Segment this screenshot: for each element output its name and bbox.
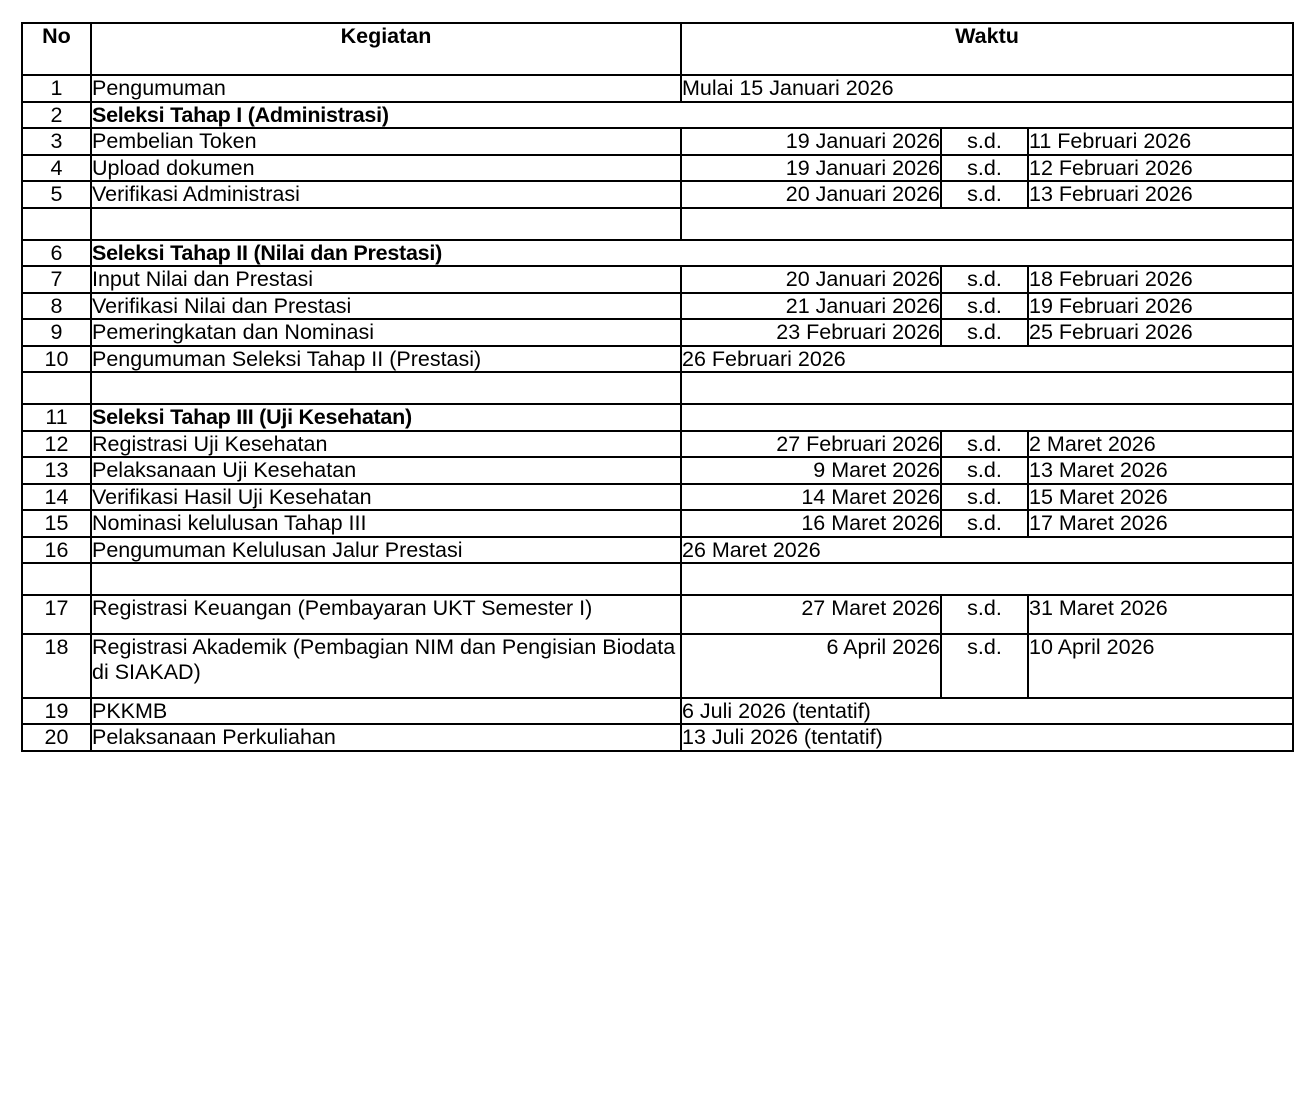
section-heading-cell: Seleksi Tahap III (Uji Kesehatan) (91, 404, 681, 431)
activity-cell: Pemeringkatan dan Nominasi (91, 319, 681, 346)
table-row (22, 537, 1293, 564)
range-separator-cell: s.d. (941, 431, 1028, 458)
end-date-cell: 13 Maret 2026 (1028, 457, 1293, 484)
spacer-row (22, 563, 1293, 595)
row-number-cell: 20 (22, 724, 91, 751)
row-number-cell: 12 (22, 431, 91, 458)
row-number-cell: 1 (22, 75, 91, 102)
activity-cell: Input Nilai dan Prestasi (91, 266, 681, 293)
activity-cell: PKKMB (91, 698, 681, 725)
table-row (22, 724, 1293, 751)
row-number-cell: 4 (22, 155, 91, 182)
table-row (22, 102, 1293, 129)
table-header (22, 23, 1293, 75)
range-separator-cell: s.d. (941, 457, 1028, 484)
row-number-cell: 7 (22, 266, 91, 293)
range-separator-cell: s.d. (941, 595, 1028, 634)
row-number-cell: 13 (22, 457, 91, 484)
table-row (22, 431, 1293, 458)
spacer-no-cell (22, 372, 91, 404)
table-row (22, 128, 1293, 155)
start-date-cell: 23 Februari 2026 (681, 319, 941, 346)
table-body (22, 75, 1293, 751)
table-row (22, 181, 1293, 208)
spacer-no-cell (22, 208, 91, 240)
end-date-cell: 25 Februari 2026 (1028, 319, 1293, 346)
end-date-cell: 31 Maret 2026 (1028, 595, 1293, 634)
spacer-waktu-cell (681, 208, 1293, 240)
start-date-cell: 20 Januari 2026 (681, 266, 941, 293)
activity-cell: Pelaksanaan Uji Kesehatan (91, 457, 681, 484)
table-row (22, 698, 1293, 725)
table-row (22, 346, 1293, 373)
end-date-cell: 13 Februari 2026 (1028, 181, 1293, 208)
table-row (22, 510, 1293, 537)
table-row (22, 75, 1293, 102)
start-date-cell: 20 Januari 2026 (681, 181, 941, 208)
selection-schedule-table (21, 22, 1294, 752)
range-separator-cell: s.d. (941, 266, 1028, 293)
range-separator-cell: s.d. (941, 634, 1028, 698)
start-date-cell: 14 Maret 2026 (681, 484, 941, 511)
row-number-cell: 3 (22, 128, 91, 155)
start-date-cell: 9 Maret 2026 (681, 457, 941, 484)
table-row (22, 319, 1293, 346)
spacer-no-cell (22, 563, 91, 595)
activity-cell: Pengumuman (91, 75, 681, 102)
spacer-row (22, 372, 1293, 404)
row-number-cell: 5 (22, 181, 91, 208)
column-header-waktu: Waktu (681, 23, 1293, 75)
row-number-cell: 17 (22, 595, 91, 634)
start-date-cell: 27 Februari 2026 (681, 431, 941, 458)
range-separator-cell: s.d. (941, 319, 1028, 346)
range-separator-cell: s.d. (941, 128, 1028, 155)
range-separator-cell: s.d. (941, 155, 1028, 182)
column-header-no: No (22, 23, 91, 75)
start-date-cell: 16 Maret 2026 (681, 510, 941, 537)
spacer-waktu-cell (681, 372, 1293, 404)
spacer-kegiatan-cell (91, 208, 681, 240)
table-row (22, 595, 1293, 634)
row-number-cell: 9 (22, 319, 91, 346)
end-date-cell: 12 Februari 2026 (1028, 155, 1293, 182)
range-separator-cell: s.d. (941, 484, 1028, 511)
start-date-cell: 19 Januari 2026 (681, 128, 941, 155)
table-row (22, 240, 1293, 267)
activity-cell: Upload dokumen (91, 155, 681, 182)
spacer-kegiatan-cell (91, 372, 681, 404)
table-row (22, 634, 1293, 698)
table-row (22, 484, 1293, 511)
activity-cell: Verifikasi Nilai dan Prestasi (91, 293, 681, 320)
end-date-cell: 10 April 2026 (1028, 634, 1293, 698)
table-row (22, 457, 1293, 484)
table-row (22, 404, 1293, 431)
row-number-cell: 8 (22, 293, 91, 320)
section-heading-cell: Seleksi Tahap I (Administrasi) (91, 102, 1293, 129)
section-heading-cell: Seleksi Tahap II (Nilai dan Prestasi) (91, 240, 1293, 267)
activity-cell: Nominasi kelulusan Tahap III (91, 510, 681, 537)
activity-cell: Pelaksanaan Perkuliahan (91, 724, 681, 751)
end-date-cell: 2 Maret 2026 (1028, 431, 1293, 458)
row-number-cell: 2 (22, 102, 91, 129)
date-cell: 6 Juli 2026 (tentatif) (681, 698, 1293, 725)
start-date-cell: 27 Maret 2026 (681, 595, 941, 634)
table-row (22, 155, 1293, 182)
activity-cell: Pengumuman Kelulusan Jalur Prestasi (91, 537, 681, 564)
activity-cell: Registrasi Keuangan (Pembayaran UKT Semester I) (91, 595, 681, 634)
activity-cell: Pembelian Token (91, 128, 681, 155)
end-date-cell: 15 Maret 2026 (1028, 484, 1293, 511)
activity-cell: Verifikasi Administrasi (91, 181, 681, 208)
spacer-waktu-cell (681, 563, 1293, 595)
activity-cell: Registrasi Akademik (Pembagian NIM dan Pengisian Biodata di SIAKAD) (91, 634, 681, 698)
end-date-cell: 19 Februari 2026 (1028, 293, 1293, 320)
range-separator-cell: s.d. (941, 510, 1028, 537)
start-date-cell: 21 Januari 2026 (681, 293, 941, 320)
row-number-cell: 15 (22, 510, 91, 537)
date-cell: Mulai 15 Januari 2026 (681, 75, 1293, 102)
row-number-cell: 16 (22, 537, 91, 564)
start-date-cell: 6 April 2026 (681, 634, 941, 698)
date-cell: 26 Maret 2026 (681, 537, 1293, 564)
row-number-cell: 10 (22, 346, 91, 373)
activity-cell: Registrasi Uji Kesehatan (91, 431, 681, 458)
range-separator-cell: s.d. (941, 181, 1028, 208)
section-waktu-cell (681, 404, 1293, 431)
table-row (22, 266, 1293, 293)
row-number-cell: 6 (22, 240, 91, 267)
header-row (22, 23, 1293, 75)
spacer-row (22, 208, 1293, 240)
row-number-cell: 19 (22, 698, 91, 725)
activity-cell: Pengumuman Seleksi Tahap II (Prestasi) (91, 346, 681, 373)
end-date-cell: 11 Februari 2026 (1028, 128, 1293, 155)
row-number-cell: 14 (22, 484, 91, 511)
end-date-cell: 17 Maret 2026 (1028, 510, 1293, 537)
range-separator-cell: s.d. (941, 293, 1028, 320)
row-number-cell: 18 (22, 634, 91, 698)
start-date-cell: 19 Januari 2026 (681, 155, 941, 182)
column-header-kegiatan: Kegiatan (91, 23, 681, 75)
spacer-kegiatan-cell (91, 563, 681, 595)
date-cell: 26 Februari 2026 (681, 346, 1293, 373)
date-cell: 13 Juli 2026 (tentatif) (681, 724, 1293, 751)
row-number-cell: 11 (22, 404, 91, 431)
table-row (22, 293, 1293, 320)
activity-cell: Verifikasi Hasil Uji Kesehatan (91, 484, 681, 511)
end-date-cell: 18 Februari 2026 (1028, 266, 1293, 293)
